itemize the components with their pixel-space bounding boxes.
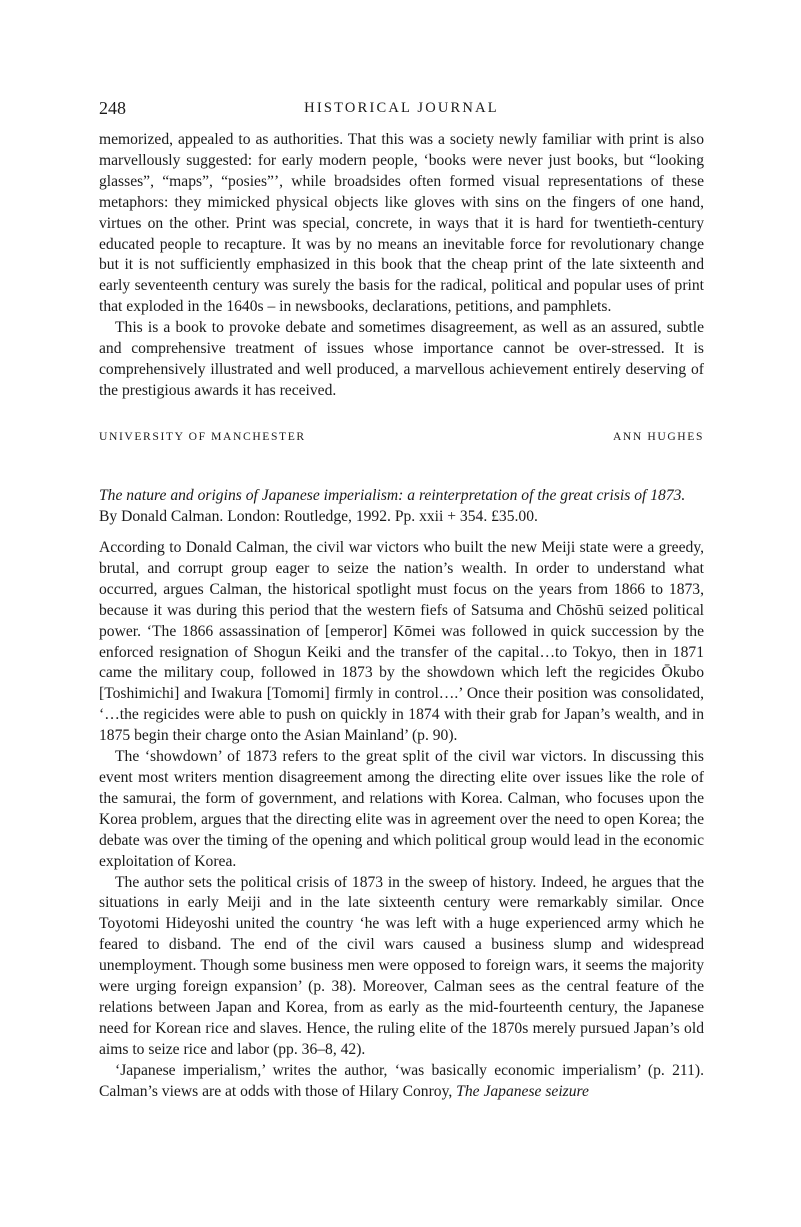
running-head: HISTORICAL JOURNAL [304,100,499,116]
book-citation: By Donald Calman. London: Routledge, 1992. Pp. xxii + 354. £35.00. [99,507,538,525]
reviewer-institution: UNIVERSITY OF MANCHESTER [99,430,306,443]
page-header [99,98,704,122]
paragraph: The ‘showdown’ of 1873 refers to the great split of the civil war victors. In discussing this event most writers mention disagreement among the directing elite over issues like the role of the samurai, the form of government, and relations with Korea. Calman, who focuses upon the Korea problem, argues that the directing elite was in agreement over the need to open Korea; the debate was over the timing of the opening and which political group would lead in the economic exploitation of Korea. [99,748,704,870]
review-heading [99,486,704,528]
paragraph: This is a book to provoke debate and sometimes disagreement, as well as an assured, subtle and comprehensive treatment of issues whose importance cannot be over-stressed. It is comprehensively illustrated and well produced, a marvellous achievement entirely deserving of the prestigious awards it has received. [99,319,704,399]
paragraph [99,1061,704,1103]
paragraph: According to Donald Calman, the civil war victors who built the new Meiji state were a greedy, brutal, and corrupt group eager to seize the nation’s wealth. In order to understand what occurred, argues Calman, the historical spotlight must focus on the years from 1866 to 1873, because it was during this period that the western fiefs of Satsuma and Chōshū seized political power. ‘The 1866 assassination of [emperor] Kōmei was followed in quick succession by the enforced resignation of Shogun Keiki and the transfer of the capital…to Tokyo, then in 1871 came the military coup, followed in 1873 by the showdown which left the regicides Ōkubo [Toshimichi] and Iwakura [Tomomi] firmly in control….’ Once their position was consolidated, ‘…the regicides were able to push on quickly in 1874 with their grab for Japan’s wealth, and in 1875 begin their charge onto the Asian Mainland’ (p. 90). [99,539,704,745]
paragraph: The author sets the political crisis of 1873 in the sweep of history. Indeed, he argues that the situations in early Meiji and in the late sixteenth century were remarkably similar. Once Toyotomi Hideyoshi united the country ‘he was left with a huge experienced army which he feared to disband. The end of the civil wars caused a business slump and widespread unemployment. Though some business men were opposed to foreign wars, it seems the majority were urging foreign expansion’ (p. 38). Moreover, Calman sees as the central feature of the relations between Japan and Korea, from as early as the mid-fourteenth century, the Japanese need for Korean rice and slaves. Hence, the ruling elite of the 1870s merely pursued Japan’s old aims to seize rice and labor (pp. 36–8, 42). [99,873,704,1058]
paragraph-text: ‘Japanese imperialism,’ writes the author, ‘was basically economic imperialism’ (p. 211). Calman’s views are at odds with those of Hilary Conroy, [99,1061,704,1100]
reviewer-name: ANN HUGHES [612,430,704,443]
paragraph: memorized, appealed to as authorities. That this was a society newly familiar with print is also marvellously suggested: for early modern people, ‘books were never just books, but “looking glasses”, “maps”, “posies”’, while broadsides often formed visual representations of these metaphors: they mimicked physical objects like gloves with sins on the fingers of one hand, virtues on the other. Print was special, concrete, in ways that it is hard for twentieth-century educated people to recapture. It was by no means an inevitable force for revolutionary change but it is not sufficiently emphasized in this book that the cheap print of the late sixteenth and early seventeenth century was surely the basis for the radical, political and popular uses of print that exploded in the 1640s – in newsbooks, declarations, petitions, and pamphlets. [99,131,704,316]
review-text [99,538,704,1102]
book-title: The nature and origins of Japanese imperialism: a reinterpretation of the great crisis of 1873. [99,487,686,504]
page-number: 248 [99,98,126,118]
previous-review-text [99,130,704,402]
cited-title: The Japanese seizure [456,1082,589,1100]
